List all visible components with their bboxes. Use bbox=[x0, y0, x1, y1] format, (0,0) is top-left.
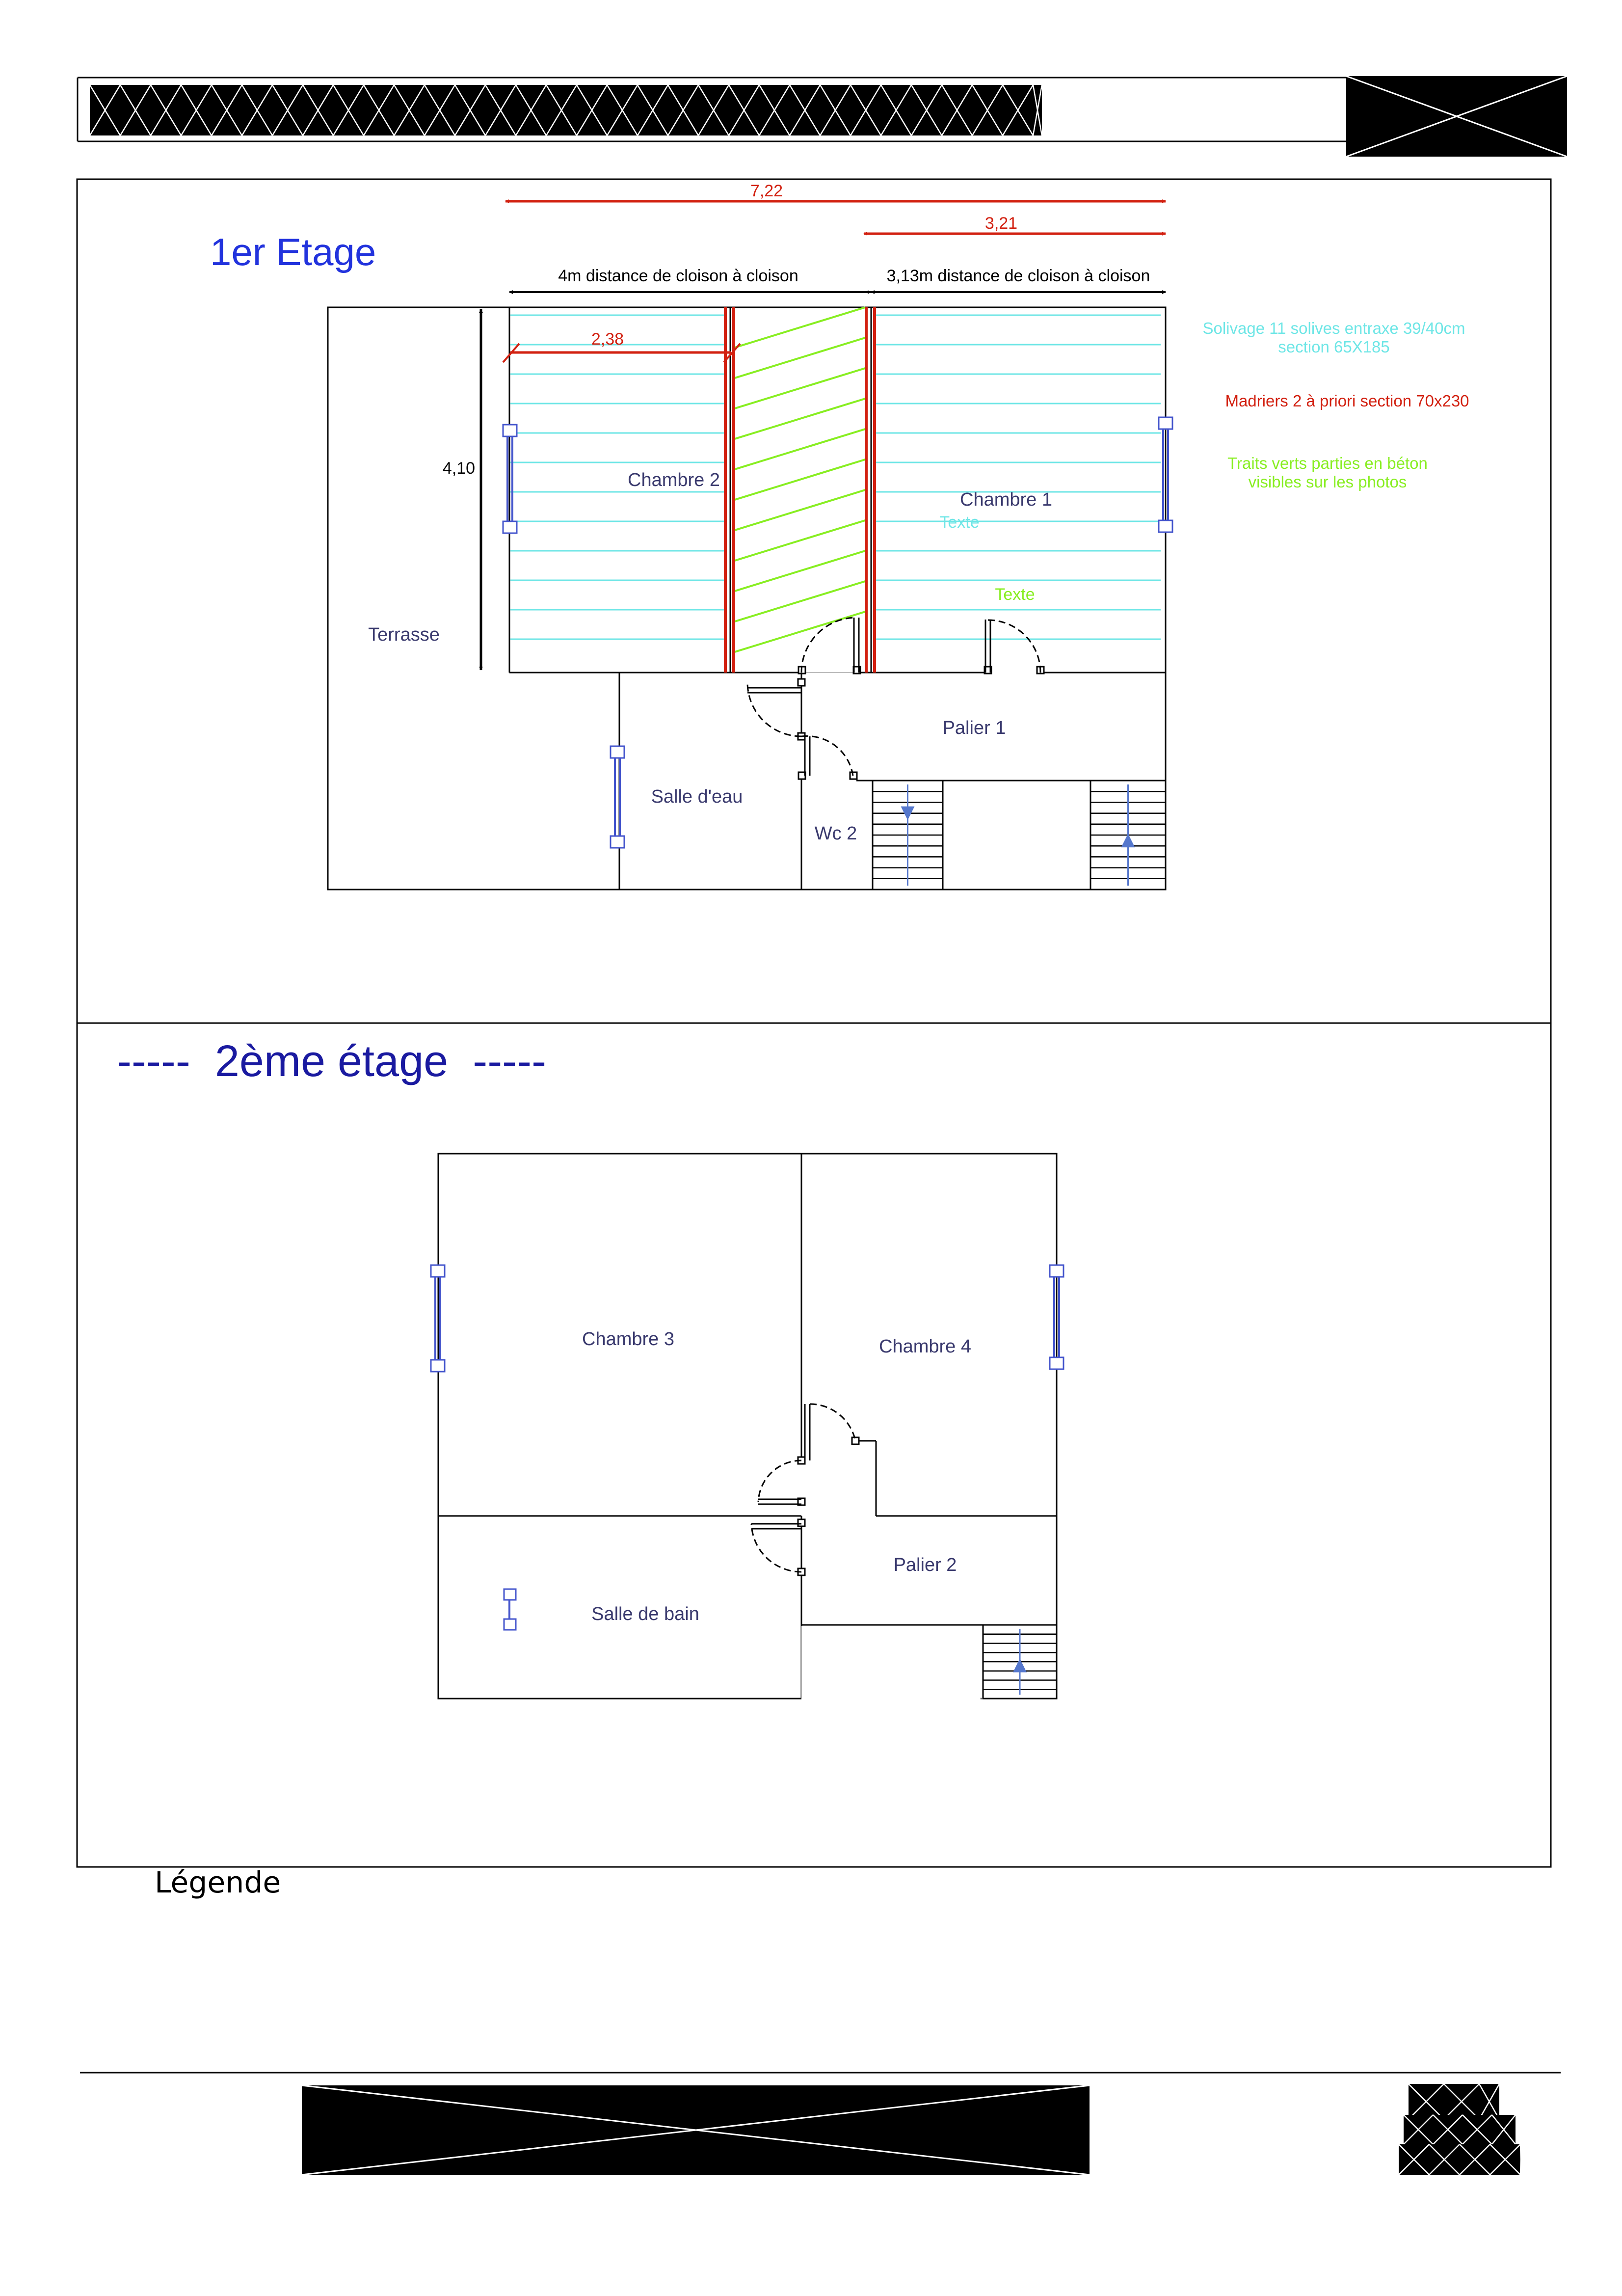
concrete-hatch bbox=[735, 368, 865, 408]
note-beton-line-2: visibles sur les photos bbox=[1248, 473, 1407, 491]
plan-notes bbox=[1202, 319, 1469, 491]
floor-1-plan bbox=[210, 182, 1469, 890]
concrete-hatch-group bbox=[735, 307, 865, 652]
logo-block bbox=[1399, 2144, 1521, 2175]
room-terrasse: Terrasse bbox=[368, 624, 440, 645]
door-wc-2 bbox=[798, 736, 857, 779]
door-salle-eau bbox=[747, 679, 805, 740]
floor-2-title: ----- 2ème étage ----- bbox=[117, 1037, 547, 1086]
floor-2-plan bbox=[117, 1037, 1064, 1700]
window-salle-de-bain bbox=[504, 1589, 516, 1630]
dimension-inner-label: 2,38 bbox=[591, 330, 624, 349]
dimension-right-label: 3,21 bbox=[984, 214, 1018, 233]
legend-label: Légende bbox=[155, 1865, 281, 1900]
note-solivage-line-2: section 65X185 bbox=[1278, 338, 1390, 356]
room-chambre-3: Chambre 3 bbox=[582, 1329, 674, 1350]
concrete-hatch bbox=[735, 399, 865, 439]
room-salle-eau: Salle d'eau bbox=[651, 786, 743, 807]
header-logo-placeholder bbox=[1346, 76, 1567, 157]
concrete-hatch bbox=[735, 551, 865, 591]
stairs-palier-1-right bbox=[1090, 781, 1166, 890]
room-wc-2: Wc 2 bbox=[814, 823, 857, 844]
stairs-palier-1-left bbox=[873, 781, 943, 890]
concrete-hatch bbox=[735, 520, 865, 561]
dimension-right-partition-label: 3,13m distance de cloison à cloison bbox=[886, 267, 1150, 285]
stairs-palier-2 bbox=[983, 1625, 1057, 1699]
concrete-hatch bbox=[735, 490, 865, 530]
page-header bbox=[78, 76, 1567, 157]
header-title-placeholder bbox=[90, 85, 1042, 135]
annotation-texte-green: Texte bbox=[995, 585, 1035, 604]
room-chambre-2: Chambre 2 bbox=[628, 470, 720, 490]
note-solivage-line-1: Solivage 11 solives entraxe 39/40cm bbox=[1202, 319, 1465, 337]
door-salle-de-bain bbox=[751, 1519, 805, 1575]
note-beton-line-1: Traits verts parties en béton bbox=[1227, 454, 1428, 472]
note-madriers: Madriers 2 à priori section 70x230 bbox=[1225, 392, 1469, 410]
window-salle-eau bbox=[611, 746, 624, 848]
room-chambre-4: Chambre 4 bbox=[879, 1336, 971, 1357]
room-salle-de-bain: Salle de bain bbox=[591, 1604, 699, 1624]
concrete-hatch bbox=[735, 429, 865, 469]
dimension-height-label: 4,10 bbox=[442, 459, 476, 478]
floor-1-title: 1er Etage bbox=[210, 230, 376, 273]
concrete-hatch bbox=[735, 338, 865, 378]
dimension-left-partition-label: 4m distance de cloison à cloison bbox=[558, 267, 798, 285]
annotation-texte-cyan: Texte bbox=[939, 513, 980, 532]
door-chambre-3 bbox=[758, 1460, 805, 1505]
floor-1-outline bbox=[328, 307, 1166, 890]
concrete-hatch bbox=[735, 581, 865, 621]
concrete-hatch bbox=[735, 612, 865, 652]
room-palier-2: Palier 2 bbox=[893, 1555, 957, 1575]
footer-text-placeholder bbox=[302, 2085, 1090, 2175]
door-chambre-1 bbox=[984, 620, 1044, 674]
door-chambre-4 bbox=[798, 1404, 859, 1464]
concrete-hatch bbox=[735, 459, 865, 500]
logo-block bbox=[1409, 2084, 1499, 2119]
footer-logo-placeholder bbox=[1399, 2084, 1521, 2175]
floor-2-outline bbox=[438, 1154, 1057, 1699]
logo-block bbox=[1404, 2115, 1516, 2144]
page-footer bbox=[80, 2073, 1561, 2175]
room-palier-1: Palier 1 bbox=[942, 718, 1006, 738]
concrete-hatch bbox=[735, 307, 865, 348]
door-chambre-2 bbox=[798, 618, 860, 674]
dimension-total-label: 7,22 bbox=[750, 182, 783, 200]
room-chambre-1: Chambre 1 bbox=[960, 489, 1052, 510]
